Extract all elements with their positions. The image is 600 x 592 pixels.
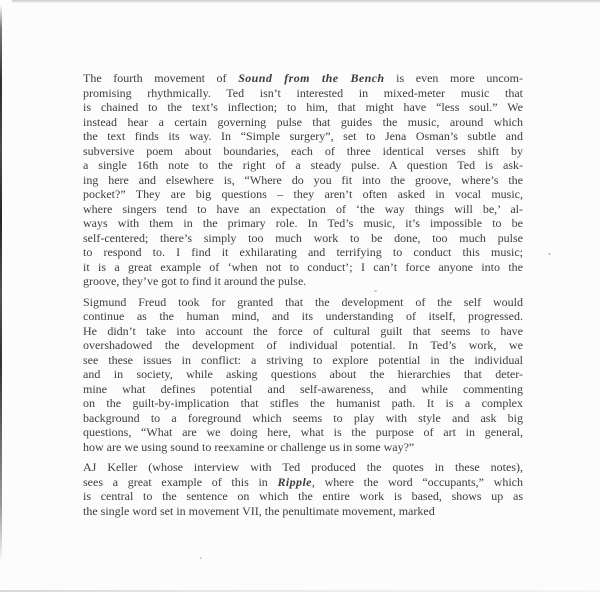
text-line: the text finds its way. In “Simple surgery”, set to Jena Osman’s subtle and [83,129,523,143]
text-line: instead hear a certain governing pulse that guides the music, around which [83,114,523,129]
text-line: continue as the human mind, and its understanding of itself, progressed. [83,309,523,323]
text-line: AJ Keller (whose interview with Ted produced the quotes in these notes), [83,460,523,474]
text-line: overshadowed the development of individual potential. In Ted’s work, we [83,338,523,352]
paragraph [83,71,523,289]
text-line: where singers tend to have an expectation of ‘the way things will be,’ al- [83,201,523,216]
text-line: background to a foreground which seems to play with style and ask big [83,410,523,425]
text-line: ing here and elsewhere is, “Where do you fit into the groove, where’s the [83,172,523,187]
text-line: ways with them in the primary role. In Ted’s music, it’s impossible to be [83,216,523,230]
scan-dust-speck [548,253,551,255]
text-line: to respond to. I find it exhilarating and terrifying to conduct this music; [83,245,523,259]
paragraph [83,295,523,455]
text-line: how are we using sound to reexamine or challenge us in some way?” [83,439,415,454]
text-line: and in society, while asking questions about the hierarchies that deter- [83,367,523,381]
text-line: it is a great example of ‘when not to conduct’; I can’t force anyone into the [83,259,523,274]
work-title: Ripple [277,474,312,489]
text-line: promising rhythmically. Ted isn’t interested in mixed-meter music that [83,85,523,100]
text-line: questions, “What are we doing here, what is the purpose of art in general, [83,425,523,439]
text-line: subversive poem about boundaries, each of three identical verses shift by [83,143,523,158]
work-title: Sound from the Bench [238,71,385,85]
scan-top-edge-artifact [12,0,600,3]
text-line: The fourth movement of Sound from the Bench is even more uncom- [83,71,524,85]
text-line: mine what defines potential and self-awareness, and while commenting [83,381,523,396]
text-line: a single 16th note to the right of a steady pulse. A question Ted is ask- [83,158,523,172]
text-line: self-centered; there’s simply too much work to be done, too much pulse [83,230,523,245]
text-line: on the guilt-by-implication that stifles the humanist path. It is a complex [83,396,523,410]
paragraph [83,460,523,518]
text-line: see these issues in conflict: a striving to explore potential in the individual [83,352,523,367]
text-line: groove, they’ve got to find it around the pulse. [83,274,307,288]
text-line: He didn’t take into account the force of cultural guilt that seems to have [83,323,523,338]
text-line: the single word set in movement VII, the penultimate movement, marked [83,503,435,518]
text-line: is chained to the text’s inflection; to him, that might have “less soul.” We [83,100,523,114]
scan-left-edge-artifact [0,6,2,562]
scan-dust-speck [200,557,202,559]
text-line: pocket?” They are big questions – they aren’t often asked in vocal music, [83,187,523,201]
booklet-text [83,71,523,518]
text-line: sees a great example of this in Ripple, where the word “occupants,” which [83,474,523,489]
text-line: is central to the sentence on which the entire work is based, shows up as [83,489,523,503]
text-line: Sigmund Freud took for granted that the development of the self would [83,294,523,309]
